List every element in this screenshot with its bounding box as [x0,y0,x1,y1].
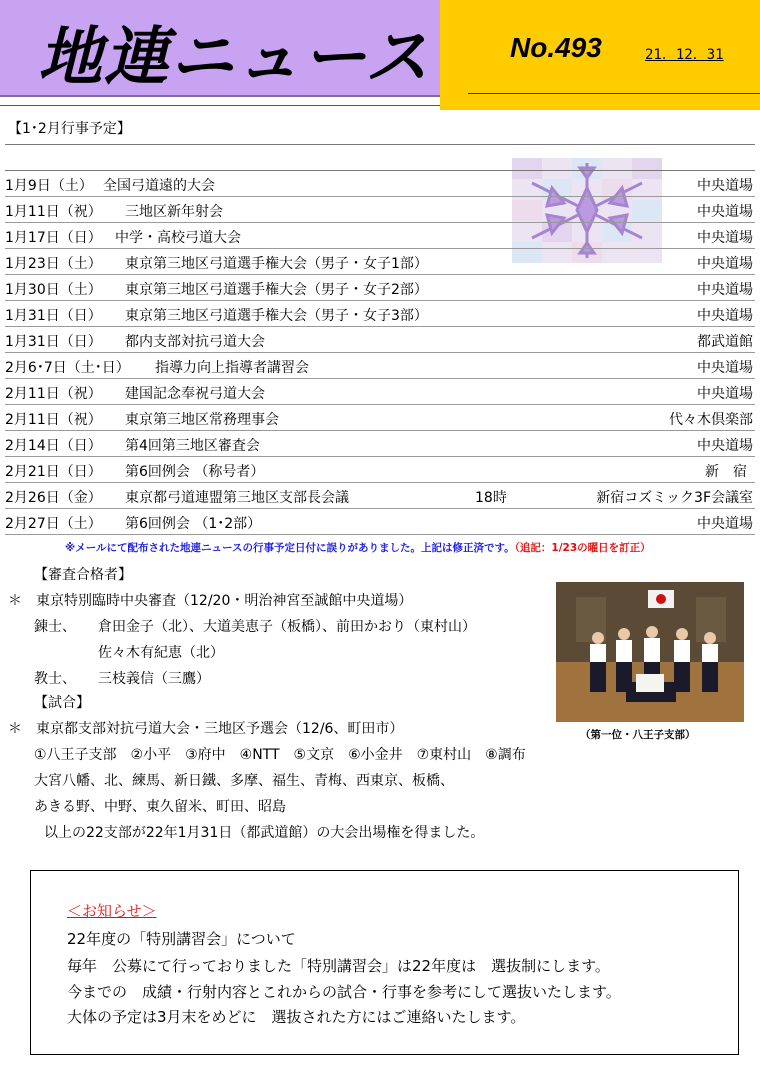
notice-line: 大体の予定は3月末をめどに 選抜された方にはご連絡いたします。 [67,1008,526,1026]
kyoshi-label: 教士、 [34,671,76,687]
row-date: 1月17日（日） [5,230,102,246]
row-event: 中学・高校弓道大会 [115,230,241,246]
table-row [5,222,755,249]
qualified-list-1: 大宮八幡、北、練馬、新日鐵、多摩、福生、青梅、西東京、板橋、 [34,773,454,789]
notice-line: 22年度の「特別講習会」について [67,930,296,948]
schedule-top-rule [5,144,755,145]
shiai-heading: 【試合】 [34,695,90,711]
row-venue: 中央道場 [697,438,753,454]
table-row [5,456,755,483]
row-venue: 中央道場 [697,516,753,532]
row-venue: 代々木倶楽部 [669,412,753,428]
note-text: ※メールにて配布された地連ニュースの行事予定日付に誤りがありました。上記は修正済です。 [65,542,515,554]
table-row [5,404,755,431]
row-venue: 中央道場 [697,230,753,246]
note-addendum: （追記：1/23の曜日を訂正） [514,542,651,554]
kyoshi-names: 三枝義信（三鷹） [98,671,210,687]
row-venue: 中央道場 [697,256,753,272]
table-row [5,378,755,405]
table-row [5,352,755,379]
schedule-heading: 【1･2月行事予定】 [8,121,131,137]
team-photo [556,582,744,722]
row-venue: 都武道館 [697,334,753,350]
table-row [5,248,755,275]
qualified-summary: 以上の22支部が22年1月31日（都武道館）の大会出場権を得ました。 [44,825,485,841]
row-venue: 新 宿 [705,464,747,480]
title-band-underline [0,105,440,106]
ranking-list: ①八王子支部 ②小平 ③府中 ④NTT ⑤文京 ⑥小金井 ⑦東村山 ⑧調布 [34,747,526,763]
notice-line: 毎年 公募にて行っておりました「特別講習会」は22年度は 選抜制にします。 [67,957,610,975]
row-date: 1月23日（土） [5,256,102,272]
row-event: 東京第三地区常務理事会 [125,412,279,428]
row-date: 1月11日（祝） [5,204,102,220]
table-row [5,300,755,327]
row-event: 第4回第三地区審査会 [125,438,260,454]
table-row [5,482,755,509]
row-event: 東京第三地区弓道選手権大会（男子・女子3部） [125,308,428,324]
row-date: 2月11日（祝） [5,412,102,428]
issue-band-rule [468,93,760,94]
table-row [5,326,755,353]
shiai-event: ＊ 東京都支部対抗弓道大会・三地区予選会（12/6、町田市） [8,721,404,737]
row-venue: 中央道場 [697,386,753,402]
row-venue: 新宿コズミック3F会議室 [596,490,753,506]
row-event: 東京第三地区弓道選手権大会（男子・女子2部） [125,282,428,298]
row-venue: 中央道場 [697,360,753,376]
row-date: 2月27日（土） [5,516,102,532]
schedule-correction-note [65,540,651,555]
row-date: 2月21日（日） [5,464,102,480]
row-date: 2月11日（祝） [5,386,102,402]
row-date: 1月9日（土） [5,178,93,194]
row-event: 第6回例会 （1･2部） [125,516,262,532]
row-event: 全国弓道遠的大会 [103,178,215,194]
row-venue: 中央道場 [697,178,753,194]
row-venue: 中央道場 [697,282,753,298]
newsletter-title: 地連ニュース [38,21,431,95]
table-row [5,508,755,535]
table-row [5,170,755,197]
row-event: 建国記念奉祝弓道大会 [125,386,265,402]
row-date: 1月31日（日） [5,308,102,324]
issue-date: 21．12．31 [645,47,724,63]
renshi-label: 錬士、 [34,619,76,635]
row-date: 2月26日（金） [5,490,102,506]
issue-number: No.493 [510,32,602,63]
row-event: 都内支部対抗弓道大会 [125,334,265,350]
row-event: 東京都弓道連盟第三地区支部長会議 [125,490,349,506]
table-row [5,274,755,301]
row-date: 2月14日（日） [5,438,102,454]
table-row [5,196,755,223]
row-event: 指導力向上指導者講習会 [155,360,309,376]
qualified-list-2: あきる野、中野、東久留米、町田、昭島 [34,799,286,815]
row-event: 第6回例会 （称号者） [125,464,265,480]
notice-title: ＜お知らせ＞ [67,902,157,920]
notice-line: 今までの 成績・行射内容とこれからの試合・行事を参考にして選抜いたします。 [67,983,621,1001]
row-venue: 中央道場 [697,204,753,220]
row-venue: 中央道場 [697,308,753,324]
renshi-names: 倉田金子（北）、大道美恵子（板橋）、前田かおり（東村山） [98,619,476,635]
row-time: 18時 [475,490,507,506]
row-date: 1月31日（日） [5,334,102,350]
table-row [5,430,755,457]
shinsa-event: ＊ 東京特別臨時中央審査（12/20・明治神宮至誠館中央道場） [8,593,413,609]
renshi-names-2: 佐々木有紀恵（北） [98,645,224,661]
row-date: 1月30日（土） [5,282,102,298]
shinsa-heading: 【審査合格者】 [34,567,132,583]
row-event: 東京第三地区弓道選手権大会（男子・女子1部） [125,256,428,272]
row-event: 三地区新年射会 [125,204,223,220]
row-date: 2月6･7日（土･日） [5,360,130,376]
photo-caption: （第一位・八王子支部） [580,729,696,741]
